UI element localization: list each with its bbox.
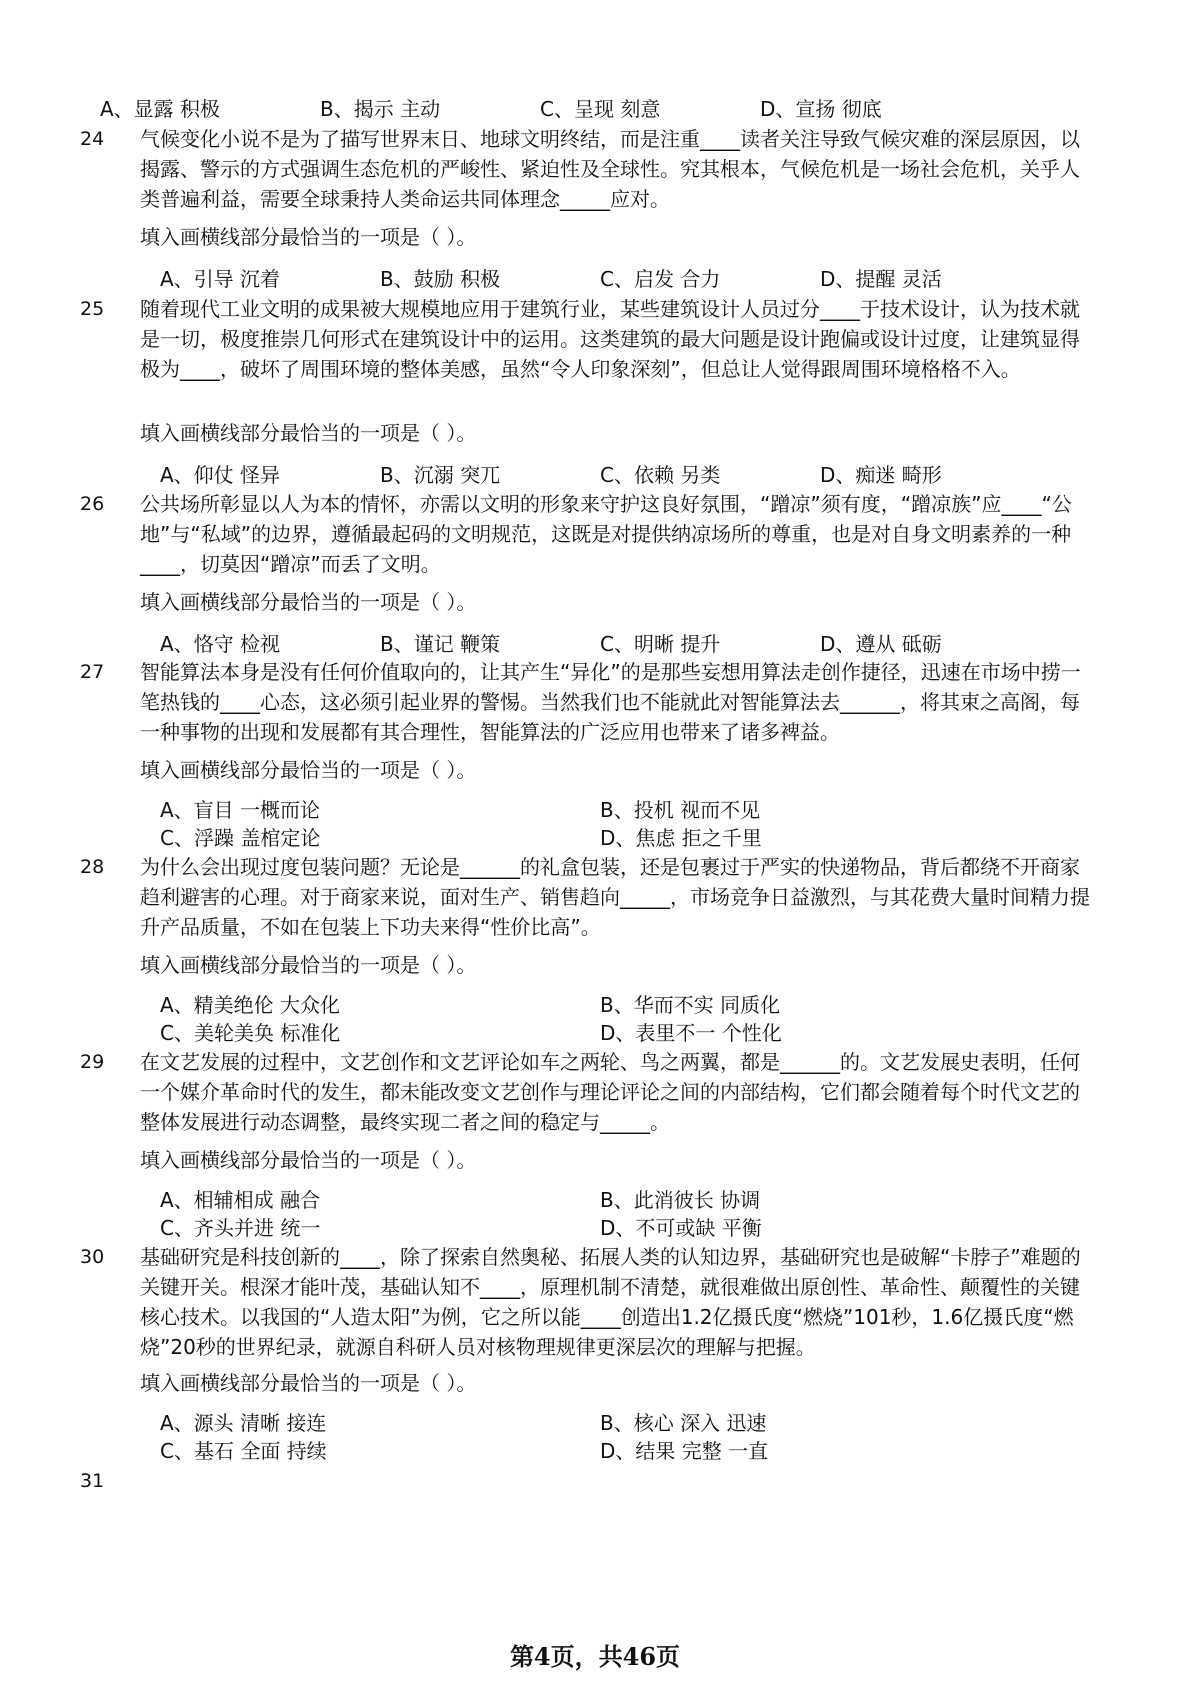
options-row — [160, 460, 1080, 490]
option-b: B、谨记 鞭策 — [380, 632, 501, 656]
question-number: 29 — [80, 1051, 105, 1073]
option-a: A、显露 积极 — [100, 97, 221, 121]
options-row — [160, 264, 1080, 294]
option-a: A、源头 清晰 接连 — [160, 1411, 327, 1435]
question-prompt: 填入画横线部分最恰当的一项是（ ）。 — [140, 590, 477, 614]
option-c: C、呈现 刻意 — [540, 97, 661, 121]
question-text: 气候变化小说不是为了描写世界末日、地球文明终结，而是注重____读者关注导致气候灾难的深层原因，以揭露、警示的方式强调生态危机的严峻性、紧迫性及全球性。究其根本，气候危机是一场社会危机，关乎人类普遍利益，需要全球秉持人类命运共同体理念_____应对。 — [140, 127, 1080, 211]
option-d: D、不可或缺 平衡 — [600, 1216, 762, 1240]
question-prompt: 填入画横线部分最恰当的一项是（ ）。 — [140, 1148, 477, 1172]
options-row — [160, 629, 1080, 659]
options-row — [160, 1436, 1080, 1466]
option-d: D、焦虑 拒之千里 — [600, 826, 762, 850]
options-row — [160, 1213, 1080, 1243]
question-prompt: 填入画横线部分最恰当的一项是（ ）。 — [140, 421, 477, 445]
question-text: 基础研究是科技创新的____，除了探索自然奥秘、拓展人类的认知边界，基础研究也是破解“卡脖子”难题的关键开关。根深才能叶茂，基础认知不____，原理机制不清楚，就很难做出原创性、革命性、颠覆性的关键核心技术。以我国的“人造太阳”为例，它之所以能____创造出1.2亿摄氏度“燃烧”101秒，1.6亿摄氏度“燃烧”20秒的世界纪录，就源自科研人员对核物理规律更深层次的理解与把握。 — [140, 1245, 1081, 1359]
option-d: D、结果 完整 一直 — [600, 1439, 769, 1463]
option-d: D、提醒 灵活 — [820, 267, 942, 291]
question-number: 30 — [80, 1246, 105, 1268]
option-c: C、启发 合力 — [600, 267, 721, 291]
question-text: 智能算法本身是没有任何价值取向的，让其产生“异化”的是那些妄想用算法走创作捷径，迅速在市场中捞一笔热钱的____心态，这必须引起业界的警惕。当然我们也不能就此对智能算法去______，将其束之高阁，每一种事物的出现和发展都有其合理性，智能算法的广泛应用也带来了诸多裨益。 — [140, 660, 1081, 744]
question-prompt: 填入画横线部分最恰当的一项是（ ）。 — [140, 225, 477, 249]
question-text: 为什么会出现过度包装问题？无论是______的礼盒包装，还是包裹过于严实的快递物品，背后都绕不开商家趋利避害的心理。对于商家来说，面对生产、销售趋向_____，市场竞争日益激烈，与其花费大量时间精力提升产品质量，不如在包装上下功夫来得“性价比高”。 — [140, 855, 1090, 939]
page-footer: 第4页，共46页 — [509, 1642, 681, 1671]
options-row — [160, 1018, 1080, 1048]
question-number: 27 — [80, 661, 105, 683]
question-text: 公共场所彰显以人为本的情怀，亦需以文明的形象来守护这良好氛围，“蹭凉”须有度，“蹭凉族”应____“公地”与“私域”的边界，遵循最起码的文明规范，这既是对提供纳凉场所的尊重，也是对自身文明素养的一种____，切莫因“蹭凉”而丢了文明。 — [140, 492, 1072, 576]
option-c: C、基石 全面 持续 — [160, 1439, 327, 1463]
option-a: A、相辅相成 融合 — [160, 1188, 321, 1212]
options-row — [160, 990, 1080, 1020]
option-c: C、美轮美奂 标准化 — [160, 1021, 341, 1045]
options-row — [160, 795, 1080, 825]
question-number: 28 — [80, 856, 105, 878]
option-c: C、浮躁 盖棺定论 — [160, 826, 321, 850]
option-a: A、引导 沉着 — [160, 267, 281, 291]
options-row — [160, 823, 1080, 853]
option-a: A、盲目 一概而论 — [160, 798, 321, 822]
question-text: 在文艺发展的过程中，文艺创作和文艺评论如车之两轮、鸟之两翼，都是______的。文艺发展史表明，任何一个媒介革命时代的发生，都未能改变文艺创作与理论评论之间的内部结构，它们都会随着每个时代文艺的整体发展进行动态调整，最终实现二者之间的稳定与_____。 — [140, 1050, 1080, 1134]
option-b: B、鼓励 积极 — [380, 267, 501, 291]
option-c: C、依赖 另类 — [600, 463, 721, 487]
option-b: B、投机 视而不见 — [600, 798, 761, 822]
options-row — [160, 1185, 1080, 1215]
question-number: 26 — [80, 493, 105, 515]
option-d: D、痴迷 畸形 — [820, 463, 942, 487]
question-prompt: 填入画横线部分最恰当的一项是（ ）。 — [140, 1371, 477, 1395]
question-number: 25 — [80, 298, 105, 320]
option-d: D、宣扬 彻底 — [760, 97, 882, 121]
question-prompt: 填入画横线部分最恰当的一项是（ ）。 — [140, 758, 477, 782]
question-number: 24 — [80, 128, 105, 150]
question-text: 随着现代工业文明的成果被大规模地应用于建筑行业，某些建筑设计人员过分____于技术设计，认为技术就是一切，极度推崇几何形式在建筑设计中的运用。这类建筑的最大问题是设计跑偏或设计过度，让建筑显得极为____，破坏了周围环境的整体美感，虽然“令人印象深刻”，但总让人觉得跟周围环境格格不入。 — [140, 297, 1080, 381]
option-a: A、恪守 检视 — [160, 632, 281, 656]
next-question-number: 31 — [80, 1470, 105, 1492]
option-b: B、核心 深入 迅速 — [600, 1411, 767, 1435]
option-a: A、仰仗 怪异 — [160, 463, 281, 487]
option-c: C、明晰 提升 — [600, 632, 721, 656]
option-d: D、遵从 砥砺 — [820, 632, 942, 656]
question-prompt: 填入画横线部分最恰当的一项是（ ）。 — [140, 953, 477, 977]
question-23-options — [100, 94, 1100, 124]
option-b: B、此消彼长 协调 — [600, 1188, 761, 1212]
option-b: B、华而不实 同质化 — [600, 993, 781, 1017]
option-c: C、齐头并进 统一 — [160, 1216, 321, 1240]
option-a: A、精美绝伦 大众化 — [160, 993, 341, 1017]
option-b: B、沉溺 突兀 — [380, 463, 501, 487]
options-row — [160, 1408, 1080, 1438]
option-d: D、表里不一 个性化 — [600, 1021, 782, 1045]
option-b: B、揭示 主动 — [320, 97, 441, 121]
